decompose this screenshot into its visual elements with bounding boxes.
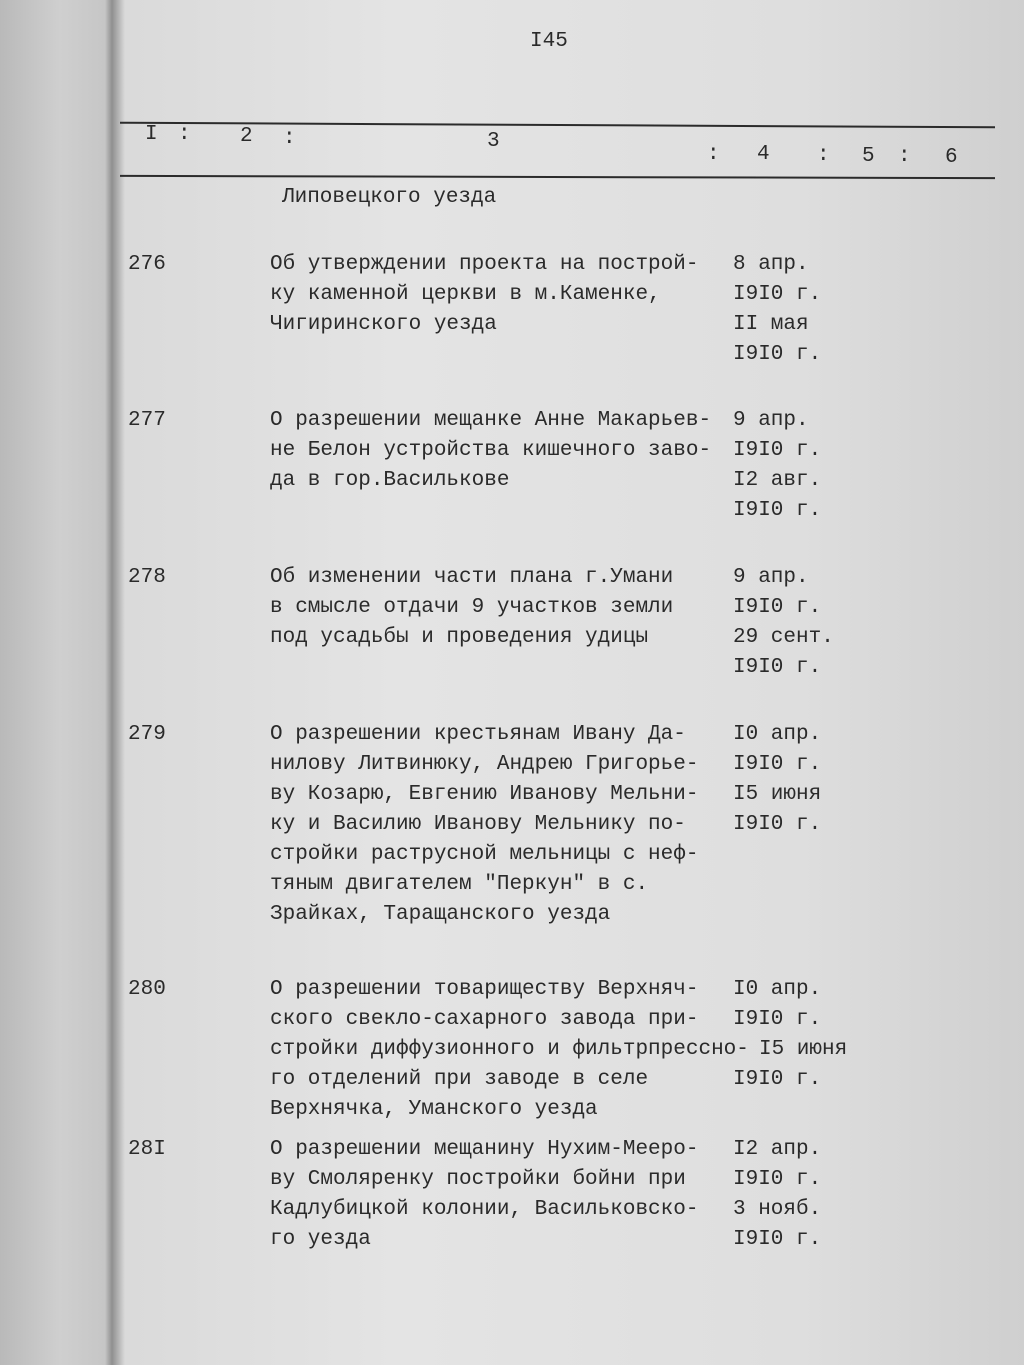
date-line: 29 сент.: [733, 626, 834, 649]
column-separator: :: [898, 145, 911, 168]
description-line: Кадлубицкой колонии, Васильковско-: [270, 1198, 699, 1221]
date-line: I0 апр.: [733, 978, 822, 1001]
continuation-text: Липовецкого уезда: [282, 186, 497, 209]
entry-dates: [733, 406, 821, 526]
description-line: ву Козарю, Евгению Иванову Мельни-: [270, 783, 699, 806]
column-header-4: 4: [757, 143, 770, 166]
description-line: Зрайках, Таращанского уезда: [270, 903, 611, 926]
date-line: I9I0 г.: [733, 343, 822, 366]
entry-description: [270, 406, 711, 496]
date-line: I9I0 г.: [733, 283, 822, 306]
column-header-3: 3: [487, 130, 500, 153]
description-line: ского свекло-сахарного завода при-: [270, 1008, 699, 1031]
description-line: го уезда: [270, 1228, 371, 1251]
entry-number: 280: [128, 978, 166, 1001]
date-line: I2 авг.: [733, 469, 822, 492]
entry-description: [270, 1135, 698, 1255]
date-line: I9I0 г.: [733, 1228, 822, 1251]
column-separator: :: [178, 123, 191, 146]
description-line: стройки диффузионного и фильтрпрессно-: [270, 1038, 749, 1061]
date-line: I9I0 г.: [733, 813, 822, 836]
date-line: I9I0 г.: [733, 753, 822, 776]
date-line: 9 апр.: [733, 566, 809, 589]
date-line: I2 апр.: [733, 1138, 822, 1161]
column-header-1: I: [145, 123, 158, 146]
entry-dates: [733, 1135, 821, 1255]
column-header-5: 5: [862, 145, 875, 168]
description-line: О разрешении крестьянам Ивану Да-: [270, 723, 686, 746]
description-line: О разрешении мещанину Нухим-Мееро-: [270, 1138, 699, 1161]
entry-dates: [733, 720, 821, 840]
date-line: I0 апр.: [733, 723, 822, 746]
entry-description: [270, 563, 673, 653]
date-line: I9I0 г.: [733, 1168, 822, 1191]
date-line: I5 июня: [733, 783, 822, 806]
date-line: 3 нояб.: [733, 1198, 822, 1221]
description-line: да в гор.Василькове: [270, 469, 510, 492]
date-line: 8 апр.: [733, 253, 809, 276]
entry-number: 279: [128, 723, 166, 746]
description-line: Об утверждении проекта на построй-: [270, 253, 699, 276]
entry-description: [270, 720, 698, 930]
description-line: не Белон устройства кишечного заво-: [270, 439, 712, 462]
date-line: II мая: [733, 313, 809, 336]
date-line: I5 июня: [759, 1038, 848, 1061]
entry-number: 277: [128, 409, 166, 432]
description-line: ку и Василию Иванову Мельнику по-: [270, 813, 686, 836]
entry-dates: [733, 563, 834, 683]
date-line: I9I0 г.: [733, 1008, 822, 1031]
page-number: I45: [530, 30, 568, 53]
date-line: I9I0 г.: [733, 439, 822, 462]
description-line: О разрешении товариществу Верхняч-: [270, 978, 699, 1001]
description-line: Верхнячка, Уманского уезда: [270, 1098, 598, 1121]
column-header-2: 2: [240, 125, 253, 148]
entry-number: 278: [128, 566, 166, 589]
date-line: I9I0 г.: [733, 596, 822, 619]
column-separator: :: [283, 127, 296, 150]
description-line: под усадьбы и проведения удицы: [270, 626, 649, 649]
date-line: 9 апр.: [733, 409, 809, 432]
description-line: ку каменной церкви в м.Каменке,: [270, 283, 661, 306]
column-separator: :: [817, 144, 830, 167]
description-line: тяным двигателем "Перкун" в с.: [270, 873, 649, 896]
entry-dates: [733, 250, 821, 370]
header-bottom-rule: [120, 175, 995, 179]
description-line: стройки раструсной мельницы с неф-: [270, 843, 699, 866]
date-line: I9I0 г.: [733, 499, 822, 522]
entry-number: 276: [128, 253, 166, 276]
entry-number: 28I: [128, 1138, 166, 1161]
description-line: в смысле отдачи 9 участков земли: [270, 596, 674, 619]
description-line: ву Смоляренку постройки бойни при: [270, 1168, 686, 1191]
column-header-6: 6: [945, 146, 958, 169]
description-line: го отделений при заводе в селе: [270, 1068, 649, 1091]
entry-dates: [733, 975, 847, 1095]
description-line: нилову Литвинюку, Андрею Григорье-: [270, 753, 699, 776]
description-line: Чигиринского уезда: [270, 313, 497, 336]
date-line: I9I0 г.: [733, 656, 822, 679]
entry-description: [270, 975, 749, 1125]
date-line: I9I0 г.: [733, 1068, 822, 1091]
column-separator: :: [707, 143, 720, 166]
description-line: Об изменении части плана г.Умани: [270, 566, 674, 589]
description-line: О разрешении мещанке Анне Макарьев-: [270, 409, 712, 432]
entry-description: [270, 250, 698, 340]
